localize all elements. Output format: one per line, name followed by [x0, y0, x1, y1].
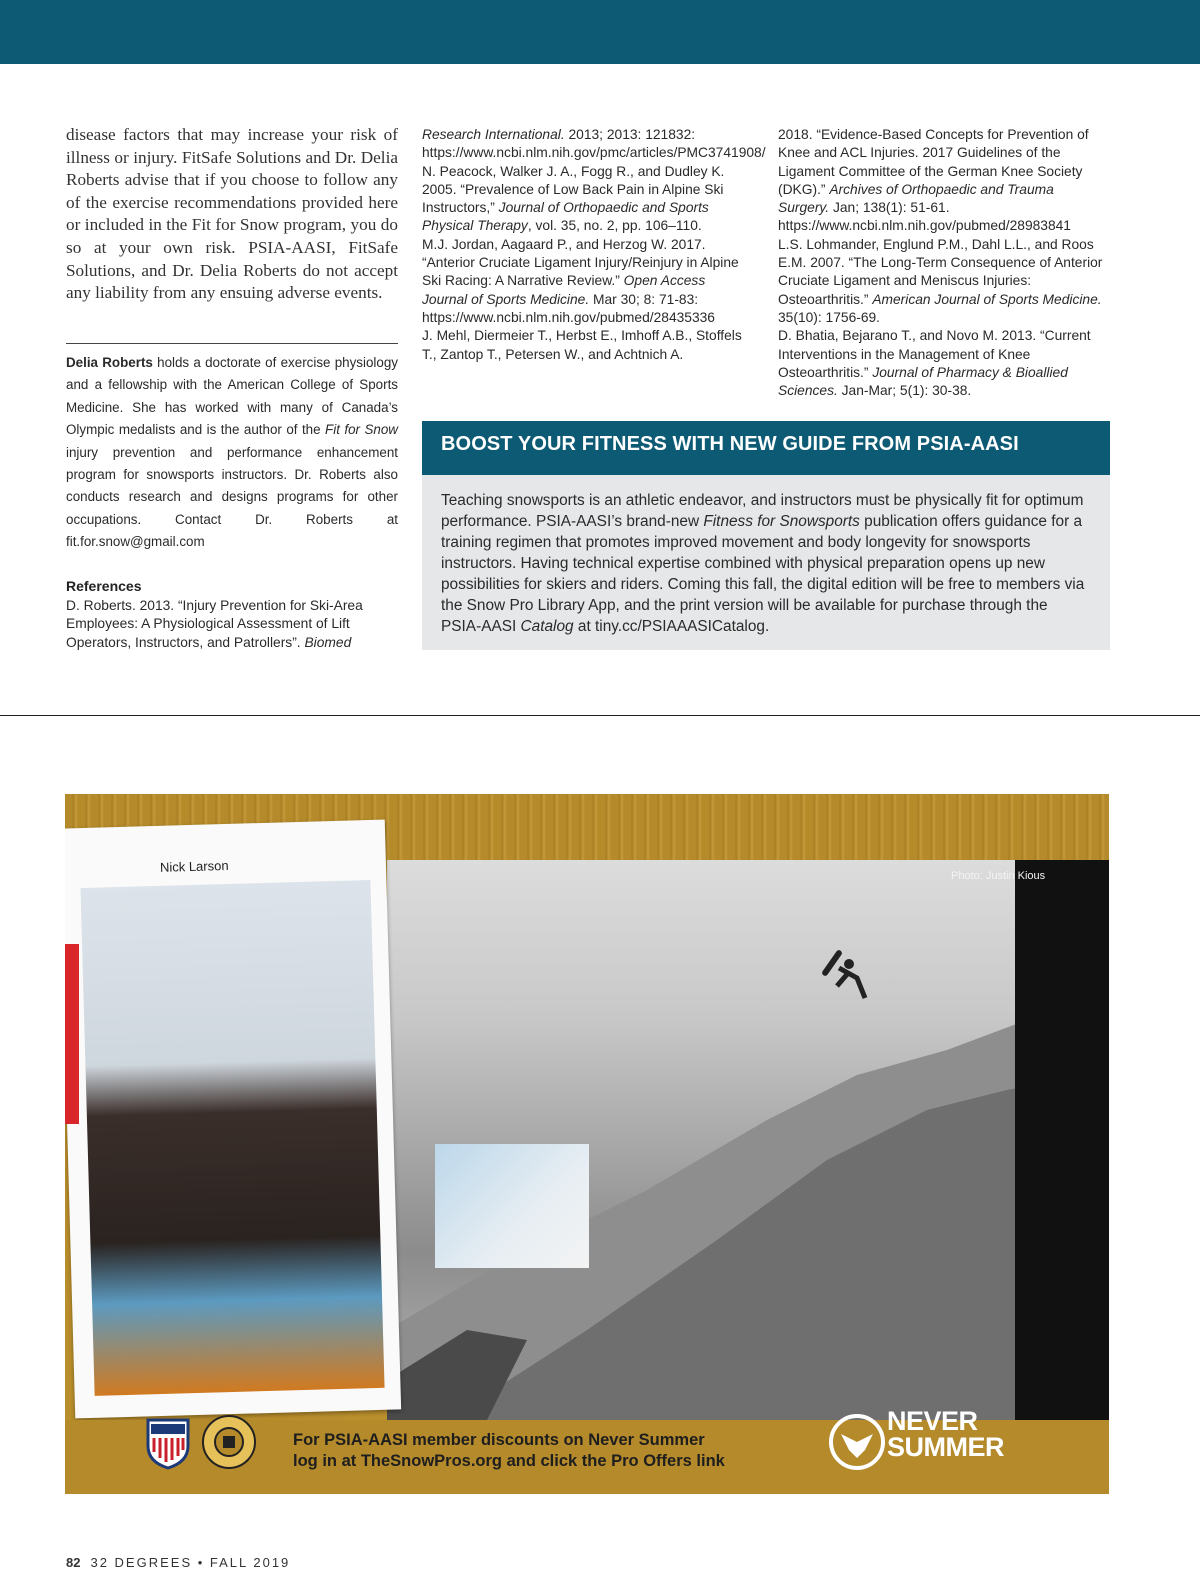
references-heading: References — [66, 578, 142, 594]
reference-item — [422, 236, 752, 327]
reference-journal: Journal of Pharmacy & Bioallied Sciences. — [778, 364, 1068, 399]
reference-text: Mar 30; 8: 71-83: https://www.ncbi.nlm.nih.gov/pubmed/28435336 — [422, 291, 715, 325]
aasi-round-logo-icon — [201, 1414, 257, 1470]
reference-text: Jan; 138(1): 51-61. https://www.ncbi.nlm.nih.gov/pubmed/28983841 — [778, 200, 1071, 234]
references-column-3 — [778, 126, 1108, 400]
mountain-illustration — [387, 860, 1087, 1420]
reference-journal: Open Access Journal of Sports Medicine. — [422, 273, 706, 307]
rider-photo — [80, 880, 384, 1396]
psia-shield-icon — [145, 1416, 191, 1470]
reference-item — [422, 163, 752, 236]
sidebar-title: BOOST YOUR FITNESS WITH NEW GUIDE FROM PSIA-AASI — [441, 433, 1019, 455]
reference-item — [66, 597, 396, 652]
reference-item — [778, 236, 1108, 327]
reference-item — [422, 327, 752, 364]
page-footer — [66, 1555, 290, 1570]
inset-photo — [435, 1144, 589, 1268]
sidebar-text-part: publication offers guidance for a training regimen that promotes improved movement and body longevity for snowsports instructors. Having technical expertise combined with physical preparation opens up new possibilities for skiers and riders. Coming this fall, the digital edition will be free to members via the Snow Pro Library App, and the print version will be available for purchase through the PSIA-AASI — [441, 513, 1085, 635]
bio-program-title: Fit for Snow — [325, 422, 398, 438]
reference-text: D. Bhatia, Bejarano T., and Novo M. 2013. “Current Interventions in the Management of Knee Osteoarthritis.” — [778, 328, 1091, 380]
sidebar-text-part: at tiny.cc/PSIAAASICatalog. — [573, 618, 770, 635]
brand-line-2: SUMMER — [887, 1432, 1004, 1462]
reference-text: , vol. 35, no. 2, pp. 106–110. — [527, 218, 702, 234]
reference-text: M.J. Jordan, Aagaard P., and Herzog W. 2017. “Anterior Cruciate Ligament Injury/Reinjury in Alpine Ski Racing: A Narrative Review.” — [422, 236, 739, 289]
divider — [66, 343, 398, 344]
reference-text: 2018. “Evidence-Based Concepts for Prevention of Knee and ACL Injuries. 2017 Guidelines of the Ligament Committee of the German Knee Society (DKG).” — [778, 127, 1089, 197]
never-summer-logo — [887, 1408, 1004, 1460]
cta-line-1: For PSIA-AASI member discounts on Never Summer — [293, 1431, 705, 1449]
rider-polaroid — [65, 820, 401, 1419]
snowboarder-icon — [821, 949, 865, 998]
reference-text: N. Peacock, Walker J. A., Fogg R., and Dudley K. 2005. “Prevalence of Low Back Pain in Alpine Ski Instructors,” — [422, 163, 725, 216]
references-column-1 — [66, 597, 396, 652]
reference-item — [778, 327, 1108, 400]
reference-text: Jan-Mar; 5(1): 30-38. — [837, 383, 972, 399]
reference-item — [422, 126, 766, 163]
cta-line-2: log in at TheSnowPros.org and click the Pro Offers link — [293, 1452, 725, 1470]
reference-text: D. Roberts. 2013. “Injury Prevention for Ski-Area Employees: A Physiological Assessment of Lift Operators, Instructors, and Patrollers”. — [66, 598, 363, 650]
brand-line-1: NEVER — [887, 1406, 978, 1436]
header-bar — [0, 0, 1200, 64]
publication-info: 32 DEGREES • FALL 2019 — [90, 1555, 291, 1570]
torn-edge — [1015, 860, 1109, 1420]
sidebar-text-part: Teaching snowsports is an athletic endeavor, and instructors must be physically fit for optimum performance. PSIA-AASI’s brand-new — [441, 492, 1084, 530]
photo-credit: Photo: Justin Kious — [951, 870, 1046, 882]
red-accent — [65, 944, 79, 1124]
references-column-2 — [422, 126, 766, 364]
reference-text: J. Mehl, Diermeier T., Herbst E., Imhoff A.B., Stoffels T., Zantop T., Petersen W., and Achtnich A. — [422, 328, 742, 362]
reference-journal: American Journal of Sports Medicine. — [872, 291, 1102, 307]
reference-journal: Archives of Orthopaedic and Trauma Surgery. — [778, 181, 1054, 216]
author-name: Delia Roberts — [66, 355, 153, 370]
ad-call-to-action — [293, 1430, 725, 1472]
author-bio — [66, 352, 398, 554]
publication-title: Fitness for Snowsports — [703, 513, 860, 530]
bio-text: holds a doctorate of exercise physiology and a fellowship with the American College of Sports Medicine. She has worked with many of Canada’s Olympic medalists and is the author of the — [66, 355, 398, 438]
reference-text: 2013; 2013: 121832: https://www.ncbi.nlm.nih.gov/pmc/articles/PMC3741908/ — [422, 127, 766, 161]
reference-text: L.S. Lohmander, Englund P.M., Dahl L.L., and Roos E.M. 2007. “The Long-Term Consequence of Anterior Cruciate Ligament and Meniscus Injuries: Osteoarthritis.” — [778, 236, 1103, 307]
page-divider — [0, 715, 1200, 716]
reference-journal: Journal of Orthopaedic and Sports Physical Therapy — [422, 200, 709, 234]
advertisement — [65, 794, 1109, 1494]
sidebar-text — [441, 490, 1091, 637]
page-number: 82 — [66, 1555, 81, 1570]
reference-item — [778, 126, 1108, 236]
article-body-text: disease factors that may increase your risk of illness or injury. FitSafe Solutions and Dr. Delia Roberts advise that if you choose to follow any of the exercise recommendations provided here or included in the Fit for Snow program, you do so at your own risk. PSIA-AASI, FitSafe Solutions, and Dr. Delia Roberts do not accept any liability from any ensuing adverse events. — [66, 125, 398, 303]
reference-text: 35(10): 1756-69. — [778, 309, 881, 325]
reference-journal: Research International. — [422, 127, 565, 142]
rider-name-label: Nick Larson — [159, 857, 229, 875]
catalog-title: Catalog — [520, 618, 574, 635]
bio-text-continued: injury prevention and performance enhancement program for snowsports instructors. Dr. Roberts also conducts research and designs programs for other occupations. Contact Dr. Roberts at fit.for.snow@gmail.com — [66, 444, 398, 550]
reference-journal: Biomed — [304, 634, 352, 650]
